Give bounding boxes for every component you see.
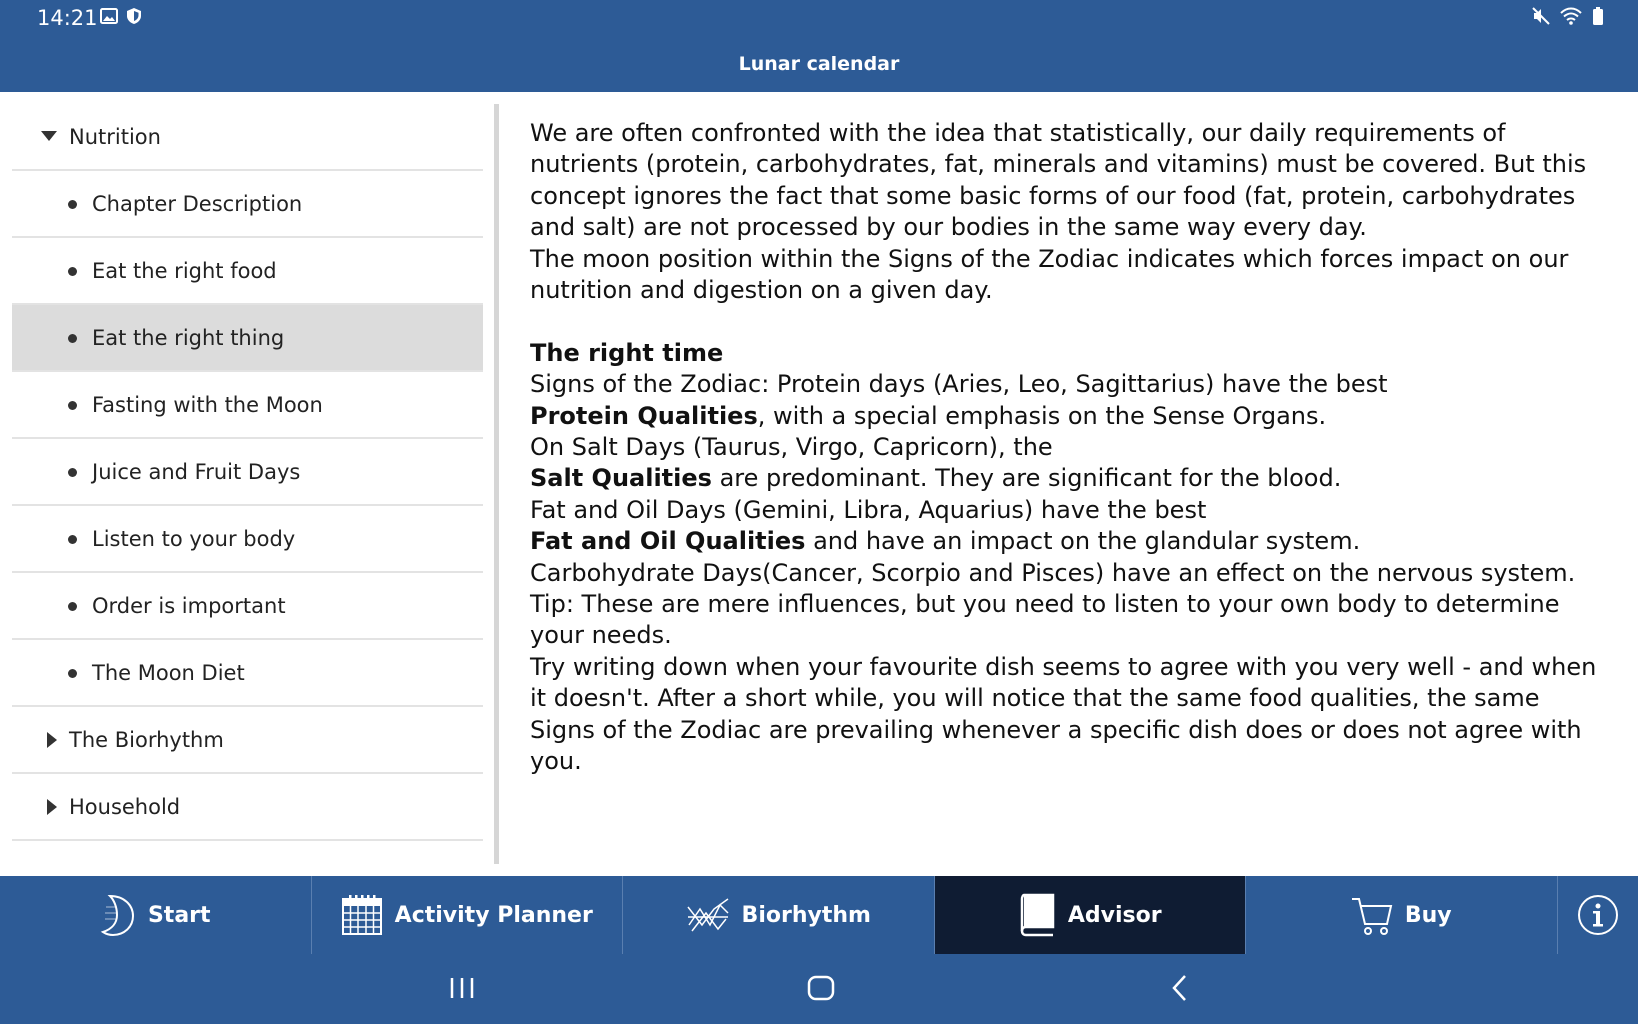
app-title: Lunar calendar — [738, 53, 900, 75]
tab-activity-planner[interactable] — [312, 876, 624, 954]
bullet-icon — [68, 669, 77, 678]
bold-term: Fat and Oil Qualities — [530, 527, 806, 556]
info-button[interactable] — [1558, 876, 1638, 954]
tab-start[interactable] — [0, 876, 312, 954]
bullet-icon — [68, 468, 77, 477]
back-icon[interactable] — [1170, 972, 1190, 1004]
tab-label: Activity Planner — [394, 902, 593, 928]
caret-right-icon — [44, 798, 62, 816]
battery-icon — [1592, 7, 1604, 25]
tree-item-label: Chapter Description — [92, 191, 303, 216]
wifi-icon — [1560, 7, 1582, 25]
image-icon — [100, 8, 118, 24]
tree-group-label: Nutrition — [69, 124, 161, 149]
tree-item-label: Eat the right food — [92, 258, 277, 283]
advisor-tree — [12, 104, 483, 864]
article-paragraph: We are often confronted with the idea that statistically, our daily requirements of nutrients (protein, carbohydrates, fat, minerals and vitamins) must be covered. But this concept ignores the fact that some basic forms of our food (fat, protein, carbohydrates and salt) are not processed by our bodies in the same way every day. — [530, 119, 1587, 242]
bullet-icon — [68, 602, 77, 611]
bullet-icon — [68, 401, 77, 410]
book-icon — [1018, 893, 1056, 937]
tab-label: Buy — [1404, 902, 1452, 928]
bullet-icon — [68, 200, 77, 209]
article-line: Fat and Oil Days (Gemini, Libra, Aquarius) have the best — [530, 495, 1207, 524]
tree-item-label: Juice and Fruit Days — [92, 459, 301, 484]
paragraph-spacer — [530, 306, 1610, 337]
tree-item-listen-to-your-body[interactable] — [12, 506, 483, 573]
caret-down-icon — [40, 130, 58, 142]
tree-group-household[interactable] — [12, 774, 483, 841]
tab-label: Biorhythm — [741, 902, 871, 928]
tree-item-fasting-with-the-moon[interactable] — [12, 372, 483, 439]
tree-group-the-biorhythm[interactable] — [12, 707, 483, 774]
bold-term: Salt Qualities — [530, 464, 712, 493]
status-time: 14:21 — [37, 6, 98, 30]
tree-item-label: Eat the right thing — [92, 325, 285, 350]
tree-item-chapter-description[interactable] — [12, 171, 483, 238]
article-line: Signs of the Zodiac: Protein days (Aries, Leo, Sagittarius) have the best — [530, 370, 1388, 399]
section-heading: The right time — [530, 338, 724, 367]
tab-buy[interactable] — [1246, 876, 1558, 954]
article-line — [530, 401, 1610, 432]
article-line — [530, 526, 1610, 557]
article-text: and have an impact on the glandular system. — [805, 527, 1361, 556]
bullet-icon — [68, 535, 77, 544]
article-line: Carbohydrate Days(Cancer, Scorpio and Pisces) have an effect on the nervous system. — [530, 558, 1576, 587]
article-text: are predominant. They are significant for the blood. — [711, 464, 1342, 493]
tree-item-label: The Moon Diet — [92, 660, 245, 685]
biorhythm-icon — [686, 895, 730, 935]
recent-apps-icon[interactable] — [449, 972, 475, 1004]
tab-label: Advisor — [1067, 902, 1162, 928]
bottom-tab-bar — [0, 876, 1638, 954]
article-line — [530, 463, 1610, 494]
tree-item-order-is-important[interactable] — [12, 573, 483, 640]
shield-icon — [126, 7, 142, 25]
tree-item-label: Listen to your body — [92, 526, 296, 551]
bullet-icon — [68, 334, 77, 343]
article-line: Tip: These are mere influences, but you need to listen to your own body to determine your needs. — [530, 590, 1560, 650]
moon-icon — [100, 893, 136, 937]
tree-item-juice-and-fruit-days[interactable] — [12, 439, 483, 506]
tree-item-label: Fasting with the Moon — [92, 392, 323, 417]
tree-item-label: Order is important — [92, 593, 286, 618]
status-bar — [0, 0, 1638, 36]
status-icons-left — [100, 7, 142, 25]
status-icons-right — [1532, 7, 1604, 25]
title-bar — [0, 36, 1638, 92]
system-nav-bar — [0, 954, 1638, 1024]
tree-group-label: Household — [69, 794, 181, 819]
bold-term: Protein Qualities — [530, 401, 758, 430]
article-line: On Salt Days (Taurus, Virgo, Capricorn), the — [530, 433, 1053, 462]
tree-item-eat-the-right-thing[interactable] — [12, 305, 483, 372]
cart-icon — [1351, 894, 1393, 936]
pane-divider[interactable] — [494, 104, 499, 864]
article-content — [530, 118, 1610, 778]
article-text: , with a special emphasis on the Sense Organs. — [757, 401, 1327, 430]
tree-group-nutrition[interactable] — [12, 104, 483, 171]
tree-item-eat-the-right-food[interactable] — [12, 238, 483, 305]
info-icon — [1577, 894, 1619, 936]
tree-group-label: The Biorhythm — [69, 727, 224, 752]
caret-right-icon — [44, 731, 62, 749]
calendar-icon — [341, 894, 383, 936]
mute-icon — [1532, 7, 1550, 25]
tab-biorhythm[interactable] — [623, 876, 935, 954]
tab-advisor[interactable] — [935, 876, 1247, 954]
article-line: Try writing down when your favourite dish seems to agree with you very well - and when it doesn't. After a short while, you will notice that the same food qualities, the same Signs of the Zodiac are prevailing whenever a specific dish does or does not agree with you. — [530, 652, 1597, 776]
tab-label: Start — [147, 902, 211, 928]
article-paragraph: The moon position within the Signs of the Zodiac indicates which forces impact on our nutrition and digestion on a given day. — [530, 244, 1569, 305]
bullet-icon — [68, 267, 77, 276]
home-icon[interactable] — [807, 972, 835, 1004]
tree-item-the-moon-diet[interactable] — [12, 640, 483, 707]
